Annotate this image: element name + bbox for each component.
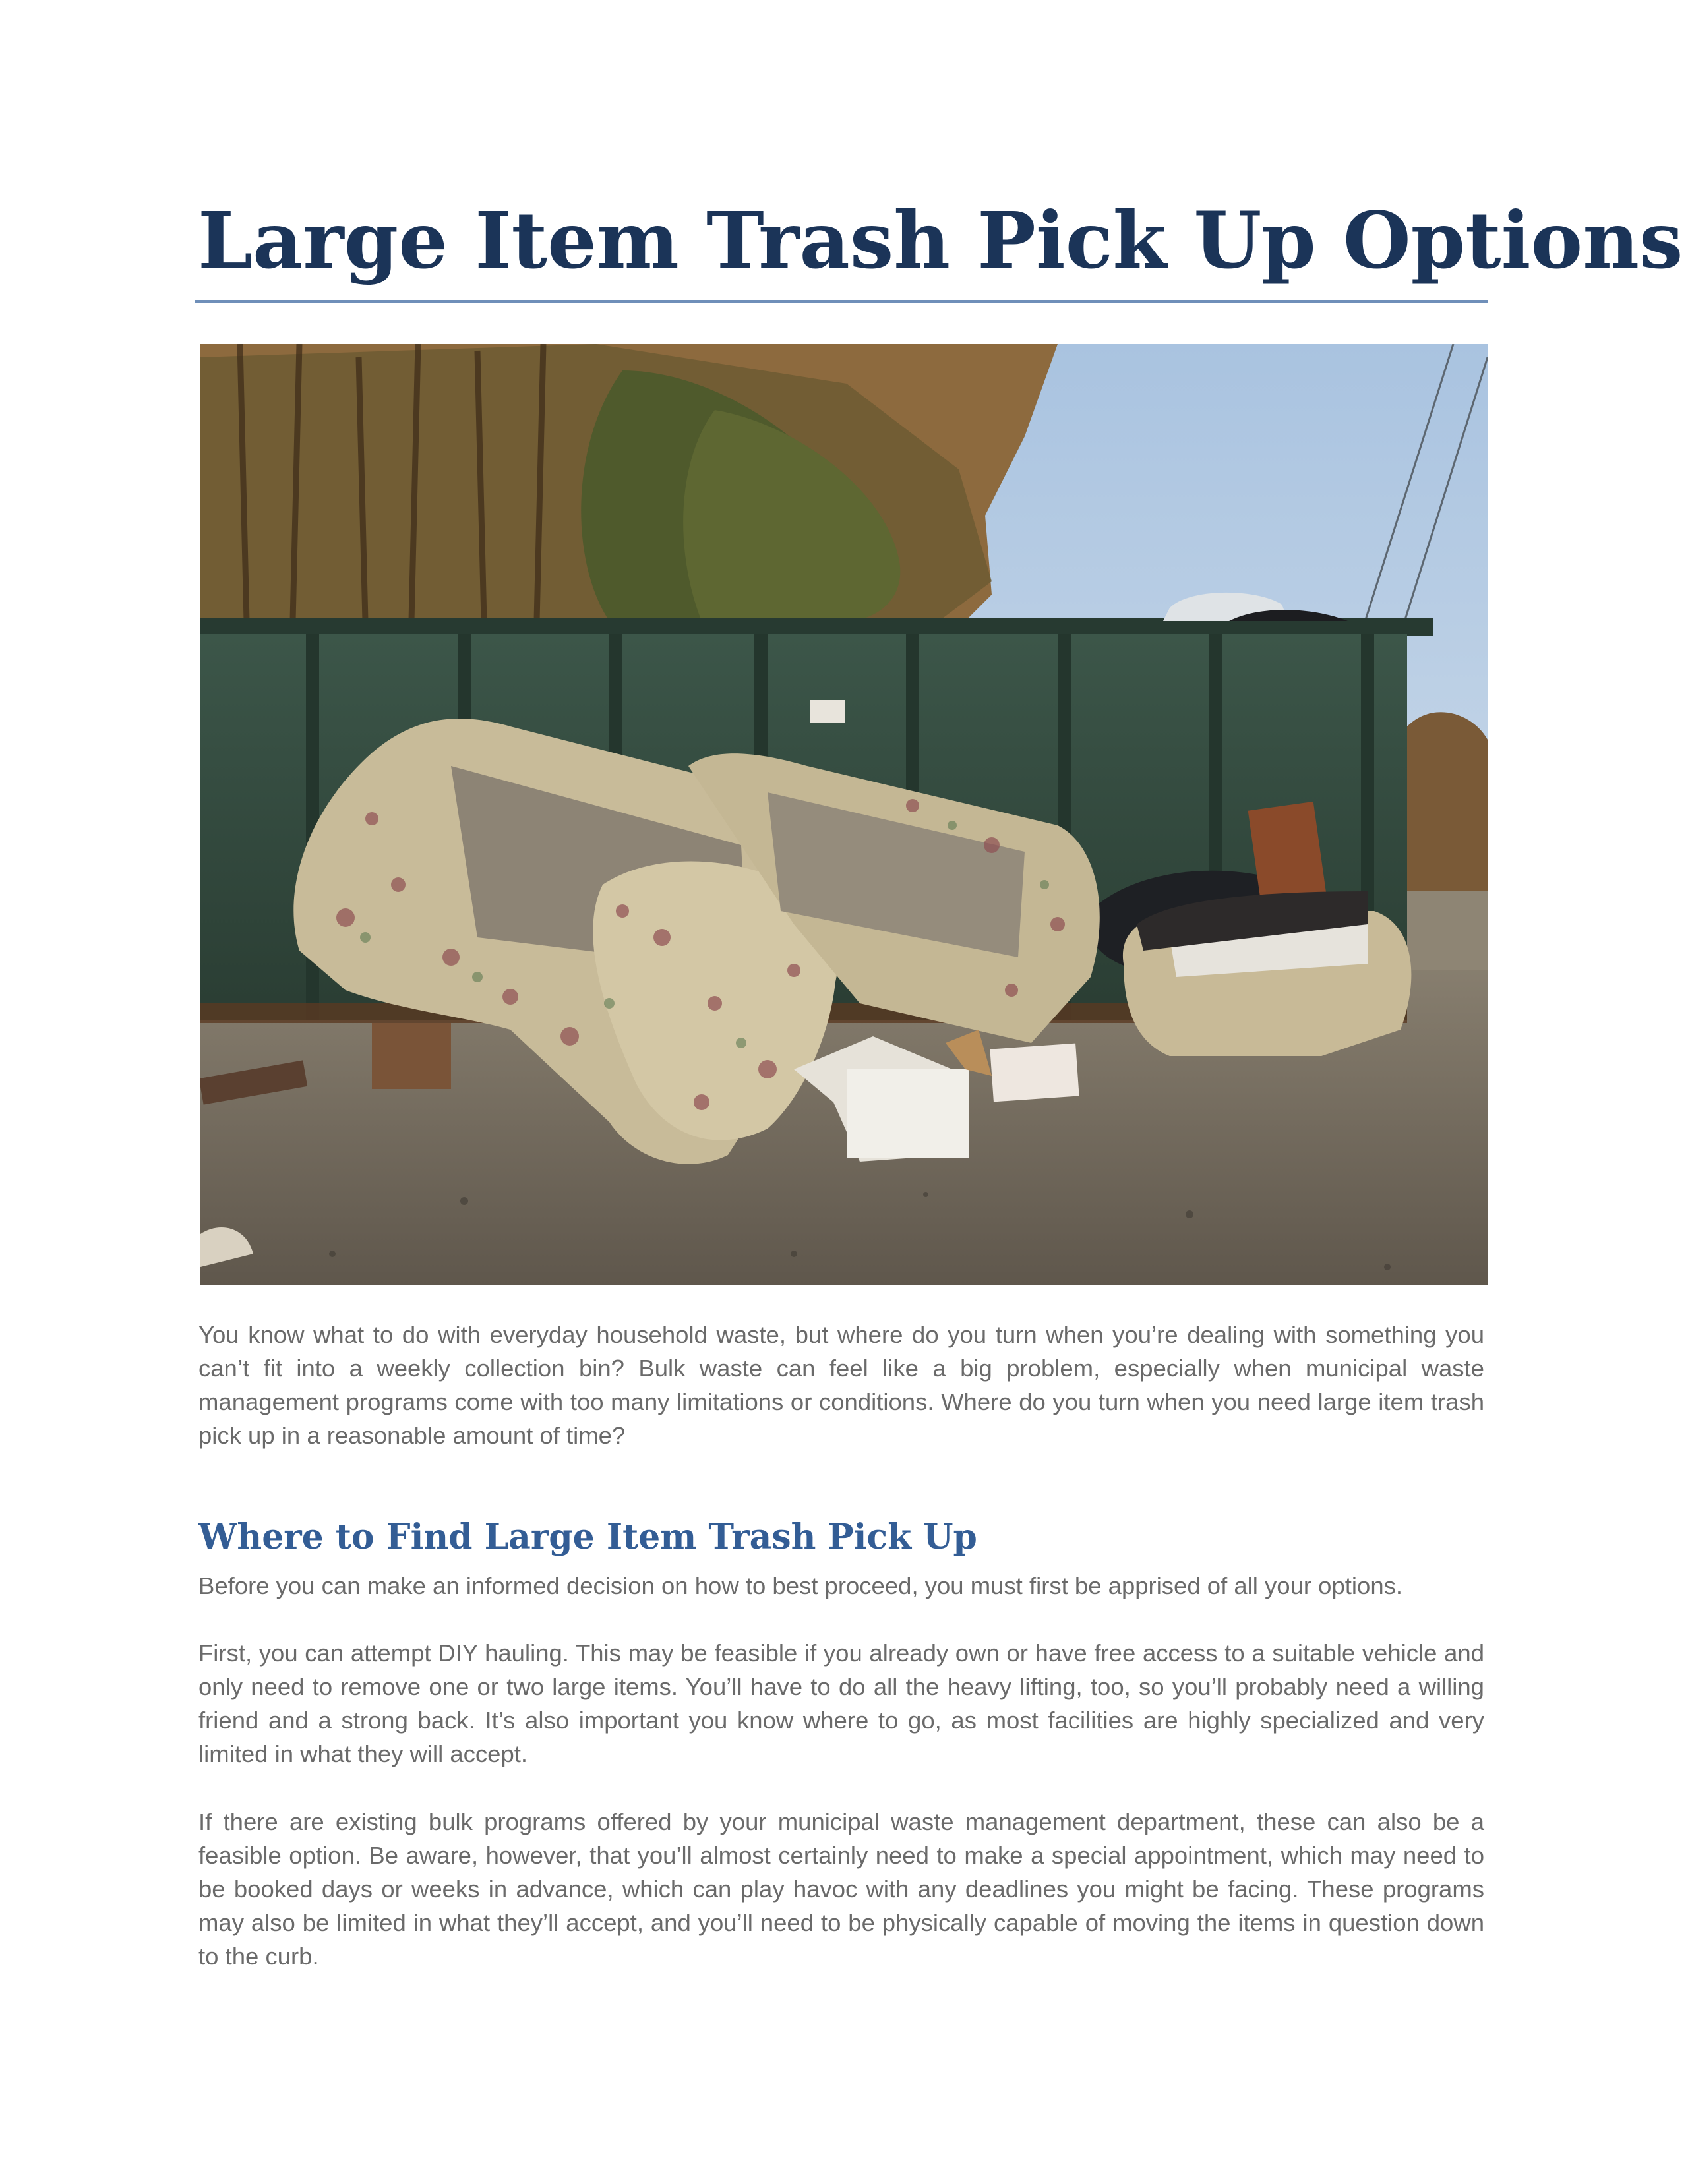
hero-photo (200, 344, 1488, 1285)
page-title: Large Item Trash Pick Up Options (198, 194, 1683, 286)
section-paragraph-2: First, you can attempt DIY hauling. This may be feasible if you already own or have free access to a suitable vehicle and only need to remove one or two large items. You’ll have to do all the heavy lifting, too, so you’ll probably need a willing friend and a strong back. It’s also important you know where to go, as most facilities are highly specialized and very limited in what they will accept. (198, 1639, 1484, 1767)
intro-paragraph: You know what to do with everyday household waste, but where do you turn when you’re dealing with something you can’t fit into a weekly collection bin? Bulk waste can feel like a big problem, especially when municipal waste management programs come with too many limitations or conditions. Where do you turn when you need large item trash pick up in a reasonable amount of time? (198, 1321, 1484, 1449)
section-paragraph-3: If there are existing bulk programs offered by your municipal waste management department, these can also be a feasible option. Be aware, however, that you’ll almost certainly need to make a special appointment, which may need to be booked days or weeks in advance, which can play havoc with any deadlines you might be facing. These programs may also be limited in what they’ll accept, and you’ll need to be physically capable of moving the items in question down to the curb. (198, 1808, 1484, 1970)
section-heading: Where to Find Large Item Trash Pick Up (198, 1517, 977, 1557)
title-divider (195, 300, 1488, 303)
section-paragraph-1: Before you can make an informed decision on how to best proceed, you must first be apprised of all your options. (198, 1572, 1403, 1599)
